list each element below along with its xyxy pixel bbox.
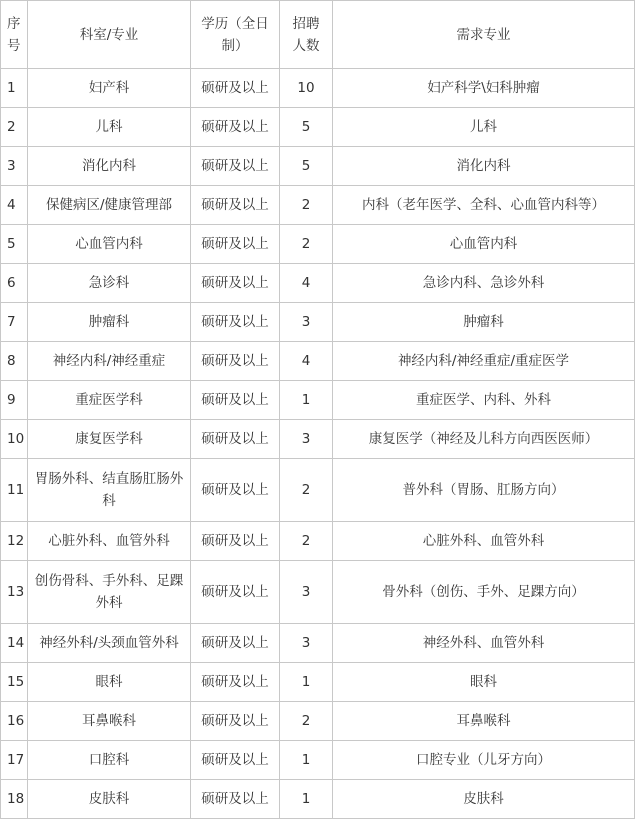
table-row [1,420,635,459]
row-dept: 儿科 [28,108,191,147]
header-major: 需求专业 [333,1,635,69]
row-dept: 皮肤科 [28,780,191,819]
row-count: 4 [280,264,333,303]
row-degree: 硕研及以上 [191,780,280,819]
row-seq: 18 [1,780,28,819]
row-degree: 硕研及以上 [191,342,280,381]
table-row [1,624,635,663]
row-major: 心脏外科、血管外科 [333,522,635,561]
row-count: 2 [280,702,333,741]
row-degree: 硕研及以上 [191,147,280,186]
table-row [1,780,635,819]
row-major: 内科（老年医学、全科、心血管内科等） [333,186,635,225]
row-major: 普外科（胃肠、肛肠方向） [333,459,635,522]
row-dept: 妇产科 [28,69,191,108]
row-major: 康复医学（神经及儿科方向西医医师） [333,420,635,459]
row-degree: 硕研及以上 [191,225,280,264]
row-seq: 8 [1,342,28,381]
row-seq: 17 [1,741,28,780]
row-degree: 硕研及以上 [191,381,280,420]
row-dept: 急诊科 [28,264,191,303]
table-row [1,522,635,561]
row-dept: 神经外科/头颈血管外科 [28,624,191,663]
row-degree: 硕研及以上 [191,303,280,342]
row-seq: 3 [1,147,28,186]
row-seq: 10 [1,420,28,459]
row-dept: 胃肠外科、结直肠肛肠外科 [28,459,191,522]
row-count: 5 [280,108,333,147]
table-row [1,69,635,108]
row-degree: 硕研及以上 [191,420,280,459]
row-seq: 13 [1,561,28,624]
row-major: 神经外科、血管外科 [333,624,635,663]
row-major: 骨外科（创伤、手外、足踝方向） [333,561,635,624]
row-degree: 硕研及以上 [191,264,280,303]
table-row [1,342,635,381]
row-dept: 心脏外科、血管外科 [28,522,191,561]
header-row [1,1,635,69]
row-count: 1 [280,780,333,819]
table-body [1,1,635,819]
row-dept: 心血管内科 [28,225,191,264]
row-dept: 康复医学科 [28,420,191,459]
row-degree: 硕研及以上 [191,459,280,522]
table-row [1,186,635,225]
row-count: 3 [280,303,333,342]
row-degree: 硕研及以上 [191,663,280,702]
table-row [1,663,635,702]
row-seq: 1 [1,69,28,108]
row-major: 皮肤科 [333,780,635,819]
row-seq: 5 [1,225,28,264]
table-row [1,147,635,186]
row-major: 消化内科 [333,147,635,186]
row-major: 口腔专业（儿牙方向） [333,741,635,780]
row-dept: 保健病区/健康管理部 [28,186,191,225]
table-row [1,381,635,420]
row-count: 1 [280,741,333,780]
row-major: 肿瘤科 [333,303,635,342]
row-major: 心血管内科 [333,225,635,264]
header-dept: 科室/专业 [28,1,191,69]
table-row [1,702,635,741]
table-row [1,303,635,342]
row-count: 1 [280,663,333,702]
table-row [1,459,635,522]
row-seq: 15 [1,663,28,702]
row-degree: 硕研及以上 [191,624,280,663]
row-count: 2 [280,522,333,561]
row-major: 急诊内科、急诊外科 [333,264,635,303]
row-count: 10 [280,69,333,108]
row-dept: 消化内科 [28,147,191,186]
row-degree: 硕研及以上 [191,741,280,780]
row-count: 4 [280,342,333,381]
table-row [1,741,635,780]
row-seq: 11 [1,459,28,522]
row-seq: 4 [1,186,28,225]
row-major: 儿科 [333,108,635,147]
header-degree: 学历（全日制） [191,1,280,69]
row-seq: 2 [1,108,28,147]
row-dept: 肿瘤科 [28,303,191,342]
row-count: 2 [280,186,333,225]
row-degree: 硕研及以上 [191,108,280,147]
row-degree: 硕研及以上 [191,69,280,108]
row-major: 眼科 [333,663,635,702]
row-count: 1 [280,381,333,420]
row-seq: 14 [1,624,28,663]
header-seq: 序号 [1,1,28,69]
table-row [1,225,635,264]
row-seq: 7 [1,303,28,342]
table-row [1,264,635,303]
header-count: 招聘人数 [280,1,333,69]
table-row [1,108,635,147]
row-count: 3 [280,420,333,459]
row-count: 5 [280,147,333,186]
row-dept: 重症医学科 [28,381,191,420]
row-dept: 神经内科/神经重症 [28,342,191,381]
row-seq: 6 [1,264,28,303]
row-dept: 口腔科 [28,741,191,780]
row-seq: 16 [1,702,28,741]
row-seq: 9 [1,381,28,420]
row-dept: 创伤骨科、手外科、足踝外科 [28,561,191,624]
row-count: 2 [280,459,333,522]
row-degree: 硕研及以上 [191,186,280,225]
row-dept: 眼科 [28,663,191,702]
row-count: 3 [280,561,333,624]
row-major: 妇产科学\妇科肿瘤 [333,69,635,108]
row-count: 3 [280,624,333,663]
row-major: 重症医学、内科、外科 [333,381,635,420]
row-seq: 12 [1,522,28,561]
row-major: 耳鼻喉科 [333,702,635,741]
row-major: 神经内科/神经重症/重症医学 [333,342,635,381]
row-degree: 硕研及以上 [191,522,280,561]
row-degree: 硕研及以上 [191,561,280,624]
row-count: 2 [280,225,333,264]
row-dept: 耳鼻喉科 [28,702,191,741]
row-degree: 硕研及以上 [191,702,280,741]
table-row [1,561,635,624]
